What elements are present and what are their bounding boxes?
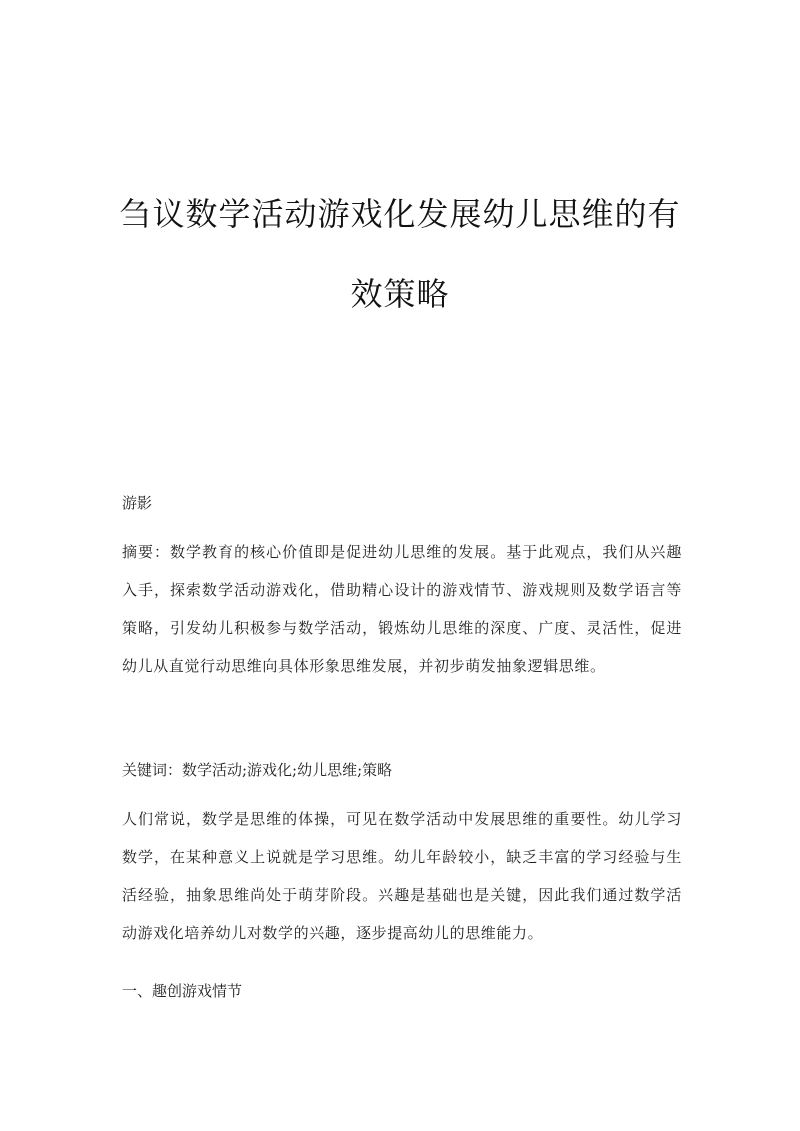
document-title-line-1: 刍议数学活动游戏化发展幼儿思维的有	[119, 195, 681, 233]
keywords-line: 关键词：数学活动;游戏化;幼儿思维;策略	[122, 761, 393, 779]
section-heading: 一、趣创游戏情节	[122, 982, 243, 1000]
document-title-line-2: 效策略	[350, 275, 450, 313]
abstract-paragraph: 摘要：数学教育的核心价值即是促进幼儿思维的发展。基于此观点，我们从兴趣入手，探索数学活动游戏化，借助精心设计的游戏情节、游戏规则及数学语言等策略，引发幼儿积极参与数学活动，锻炼幼儿思维的深度、广度、灵活性，促进幼儿从直觉行动思维向具体形象思维发展，并初步萌发抽象逻辑思维。	[122, 543, 682, 675]
intro-paragraph: 人们常说，数学是思维的体操，可见在数学活动中发展思维的重要性。幼儿学习数学，在某种意义上说就是学习思维。幼儿年龄较小，缺乏丰富的学习经验与生活经验，抽象思维尚处于萌芽阶段。兴趣是基础也是关键，因此我们通过数学活动游戏化培养幼儿对数学的兴趣，逐步提高幼儿的思维能力。	[122, 810, 682, 942]
author-name: 游影	[122, 494, 153, 512]
